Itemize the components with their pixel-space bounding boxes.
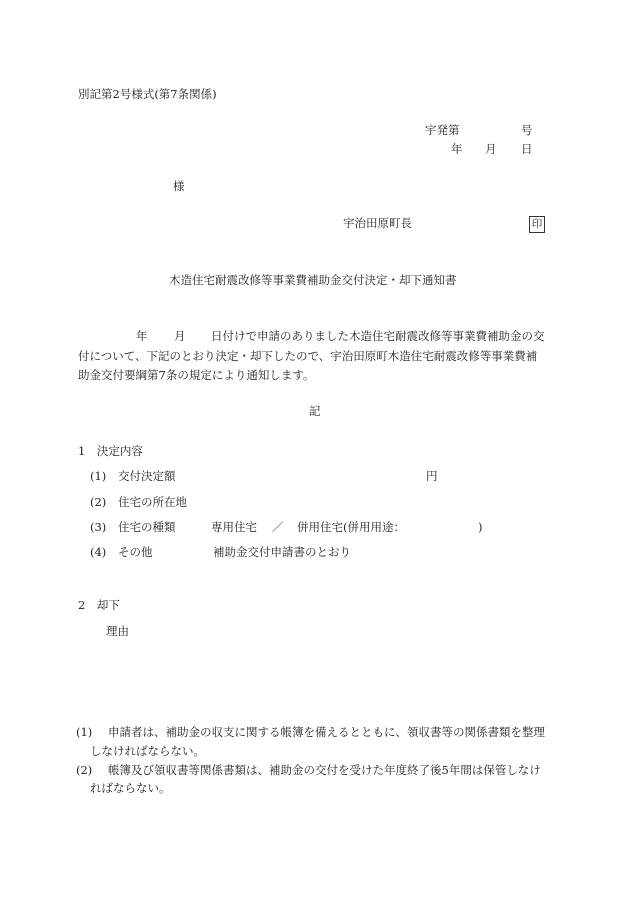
note1-line2: しなければならない。 bbox=[90, 744, 205, 758]
ki-heading: 記 bbox=[309, 404, 321, 418]
item3-separator: ／ bbox=[272, 520, 284, 534]
form-reference: 別記第2号様式(第7条関係) bbox=[78, 87, 217, 101]
item4-value: 補助金交付申請書のとおり bbox=[213, 545, 351, 559]
item1-num: (1) bbox=[90, 469, 107, 483]
item3-label: 住宅の種類 bbox=[118, 520, 176, 534]
section1-heading: 1 決定内容 bbox=[78, 444, 143, 458]
note2-num: (2) bbox=[76, 763, 93, 777]
reason-label: 理由 bbox=[106, 624, 129, 638]
body-year: 年 bbox=[136, 329, 148, 343]
item4-num: (4) bbox=[90, 545, 107, 559]
body-line-1: 日付けで申請のありました木造住宅耐震改修等事業費補助金の交 bbox=[211, 329, 545, 343]
item3-option2: 併用住宅(併用用途： bbox=[297, 520, 405, 534]
body-month: 月 bbox=[174, 329, 186, 343]
note2-line2: ればならない。 bbox=[90, 781, 171, 795]
date-year: 年 bbox=[451, 142, 463, 156]
date-month: 月 bbox=[485, 142, 497, 156]
recipient-honorific: 様 bbox=[173, 179, 185, 193]
item3-close: ) bbox=[478, 520, 483, 534]
note2-line1: 帳簿及び領収書等関係書類は、補助金の交付を受けた年度終了後5年間は保管しなけ bbox=[108, 763, 541, 777]
doc-number-suffix: 号 bbox=[521, 123, 533, 137]
item2-label: 住宅の所在地 bbox=[118, 495, 187, 509]
body-line-2: 付について、下記のとおり決定・却下したので、宇治田原町木造住宅耐震改修等事業費補 bbox=[78, 349, 538, 363]
item1-value: 円 bbox=[426, 469, 438, 483]
document-title: 木造住宅耐震改修等事業費補助金交付決定・却下通知書 bbox=[169, 273, 457, 287]
body-line-3: 助金交付要綱第7条の規定により通知します。 bbox=[78, 368, 315, 382]
note1-num: (1) bbox=[76, 725, 93, 739]
issuer-name: 宇治田原町長 bbox=[343, 216, 412, 230]
item3-num: (3) bbox=[90, 520, 107, 534]
seal-stamp: 印 bbox=[529, 216, 545, 233]
item1-label: 交付決定額 bbox=[118, 469, 176, 483]
note1-line1: 申請者は、補助金の収支に関する帳簿を備えるとともに、領収書等の関係書類を整理 bbox=[108, 725, 545, 739]
doc-number-prefix: 宇発第 bbox=[425, 123, 460, 137]
item2-num: (2) bbox=[90, 495, 107, 509]
item3-option1: 専用住宅 bbox=[211, 520, 257, 534]
date-day: 日 bbox=[521, 142, 533, 156]
item4-label: その他 bbox=[118, 545, 153, 559]
section2-heading: 2 却下 bbox=[78, 598, 120, 612]
